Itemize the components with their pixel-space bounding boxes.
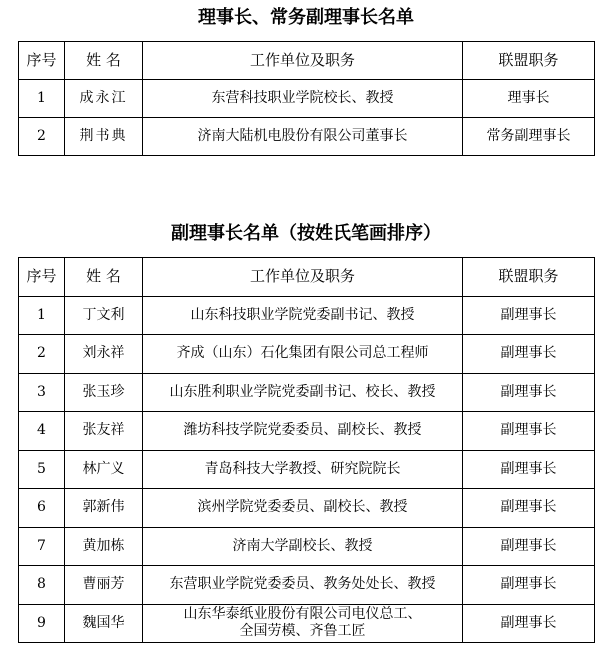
cell-no: 3 <box>19 373 65 412</box>
cell-unit: 齐成（山东）石化集团有限公司总工程师 <box>143 335 463 374</box>
cell-role: 副理事长 <box>463 566 595 605</box>
cell-name: 荆书典 <box>65 118 143 156</box>
cell-name: 林广义 <box>65 450 143 489</box>
cell-unit: 东营科技职业学院校长、教授 <box>143 80 463 118</box>
table-row <box>19 604 595 643</box>
cell-unit: 山东胜利职业学院党委副书记、校长、教授 <box>143 373 463 412</box>
cell-role: 副理事长 <box>463 489 595 528</box>
cell-no: 2 <box>19 118 65 156</box>
cell-no: 2 <box>19 335 65 374</box>
cell-role: 常务副理事长 <box>463 118 595 156</box>
table-row <box>19 412 595 451</box>
cell-role: 理事长 <box>463 80 595 118</box>
cell-role: 副理事长 <box>463 296 595 335</box>
cell-role: 副理事长 <box>463 335 595 374</box>
table-row <box>19 296 595 335</box>
cell-no: 7 <box>19 527 65 566</box>
cell-no: 9 <box>19 604 65 643</box>
table-row <box>19 489 595 528</box>
table-row <box>19 373 595 412</box>
cell-no: 5 <box>19 450 65 489</box>
header-role: 联盟职务 <box>463 42 595 80</box>
cell-unit: 济南大学副校长、教授 <box>143 527 463 566</box>
table-header-row <box>19 42 595 80</box>
cell-no: 1 <box>19 296 65 335</box>
header-no: 序号 <box>19 258 65 297</box>
section-title-leaders: 理事长、常务副理事长名单 <box>198 7 414 28</box>
header-unit: 工作单位及职务 <box>143 42 463 80</box>
cell-name: 成永江 <box>65 80 143 118</box>
header-no: 序号 <box>19 42 65 80</box>
cell-name: 黄加栋 <box>65 527 143 566</box>
header-role: 联盟职务 <box>463 258 595 297</box>
table-row <box>19 450 595 489</box>
header-name: 姓 名 <box>65 258 143 297</box>
cell-unit: 东营职业学院党委委员、教务处处长、教授 <box>143 566 463 605</box>
cell-unit: 滨州学院党委委员、副校长、教授 <box>143 489 463 528</box>
table-row <box>19 527 595 566</box>
cell-unit: 山东科技职业学院党委副书记、教授 <box>143 296 463 335</box>
table-row <box>19 566 595 605</box>
cell-unit-line: 全国劳模、齐鲁工匠 <box>239 623 366 640</box>
section-title-vice-chairs: 副理事长名单（按姓氏笔画排序） <box>171 223 441 244</box>
cell-unit: 青岛科技大学教授、研究院院长 <box>143 450 463 489</box>
table-header-row <box>19 258 595 297</box>
cell-unit-line: 山东华泰纸业股份有限公司电仪总工、 <box>183 606 422 623</box>
cell-name: 曹丽芳 <box>65 566 143 605</box>
cell-no: 6 <box>19 489 65 528</box>
table-row <box>19 80 595 118</box>
cell-name: 张友祥 <box>65 412 143 451</box>
table-row <box>19 118 595 156</box>
table-row <box>19 335 595 374</box>
header-name: 姓 名 <box>65 42 143 80</box>
vice-chairs-table <box>18 257 595 643</box>
cell-unit: 济南大陆机电股份有限公司董事长 <box>143 118 463 156</box>
cell-role: 副理事长 <box>463 373 595 412</box>
cell-no: 4 <box>19 412 65 451</box>
cell-unit: 潍坊科技学院党委委员、副校长、教授 <box>143 412 463 451</box>
cell-name: 郭新伟 <box>65 489 143 528</box>
cell-role: 副理事长 <box>463 412 595 451</box>
header-unit: 工作单位及职务 <box>143 258 463 297</box>
cell-name: 丁文利 <box>65 296 143 335</box>
cell-no: 1 <box>19 80 65 118</box>
cell-no: 8 <box>19 566 65 605</box>
cell-role: 副理事长 <box>463 527 595 566</box>
leaders-table <box>18 41 595 156</box>
cell-role: 副理事长 <box>463 450 595 489</box>
cell-unit <box>143 604 463 643</box>
cell-role: 副理事长 <box>463 604 595 643</box>
cell-name: 魏国华 <box>65 604 143 643</box>
cell-name: 张玉珍 <box>65 373 143 412</box>
cell-name: 刘永祥 <box>65 335 143 374</box>
